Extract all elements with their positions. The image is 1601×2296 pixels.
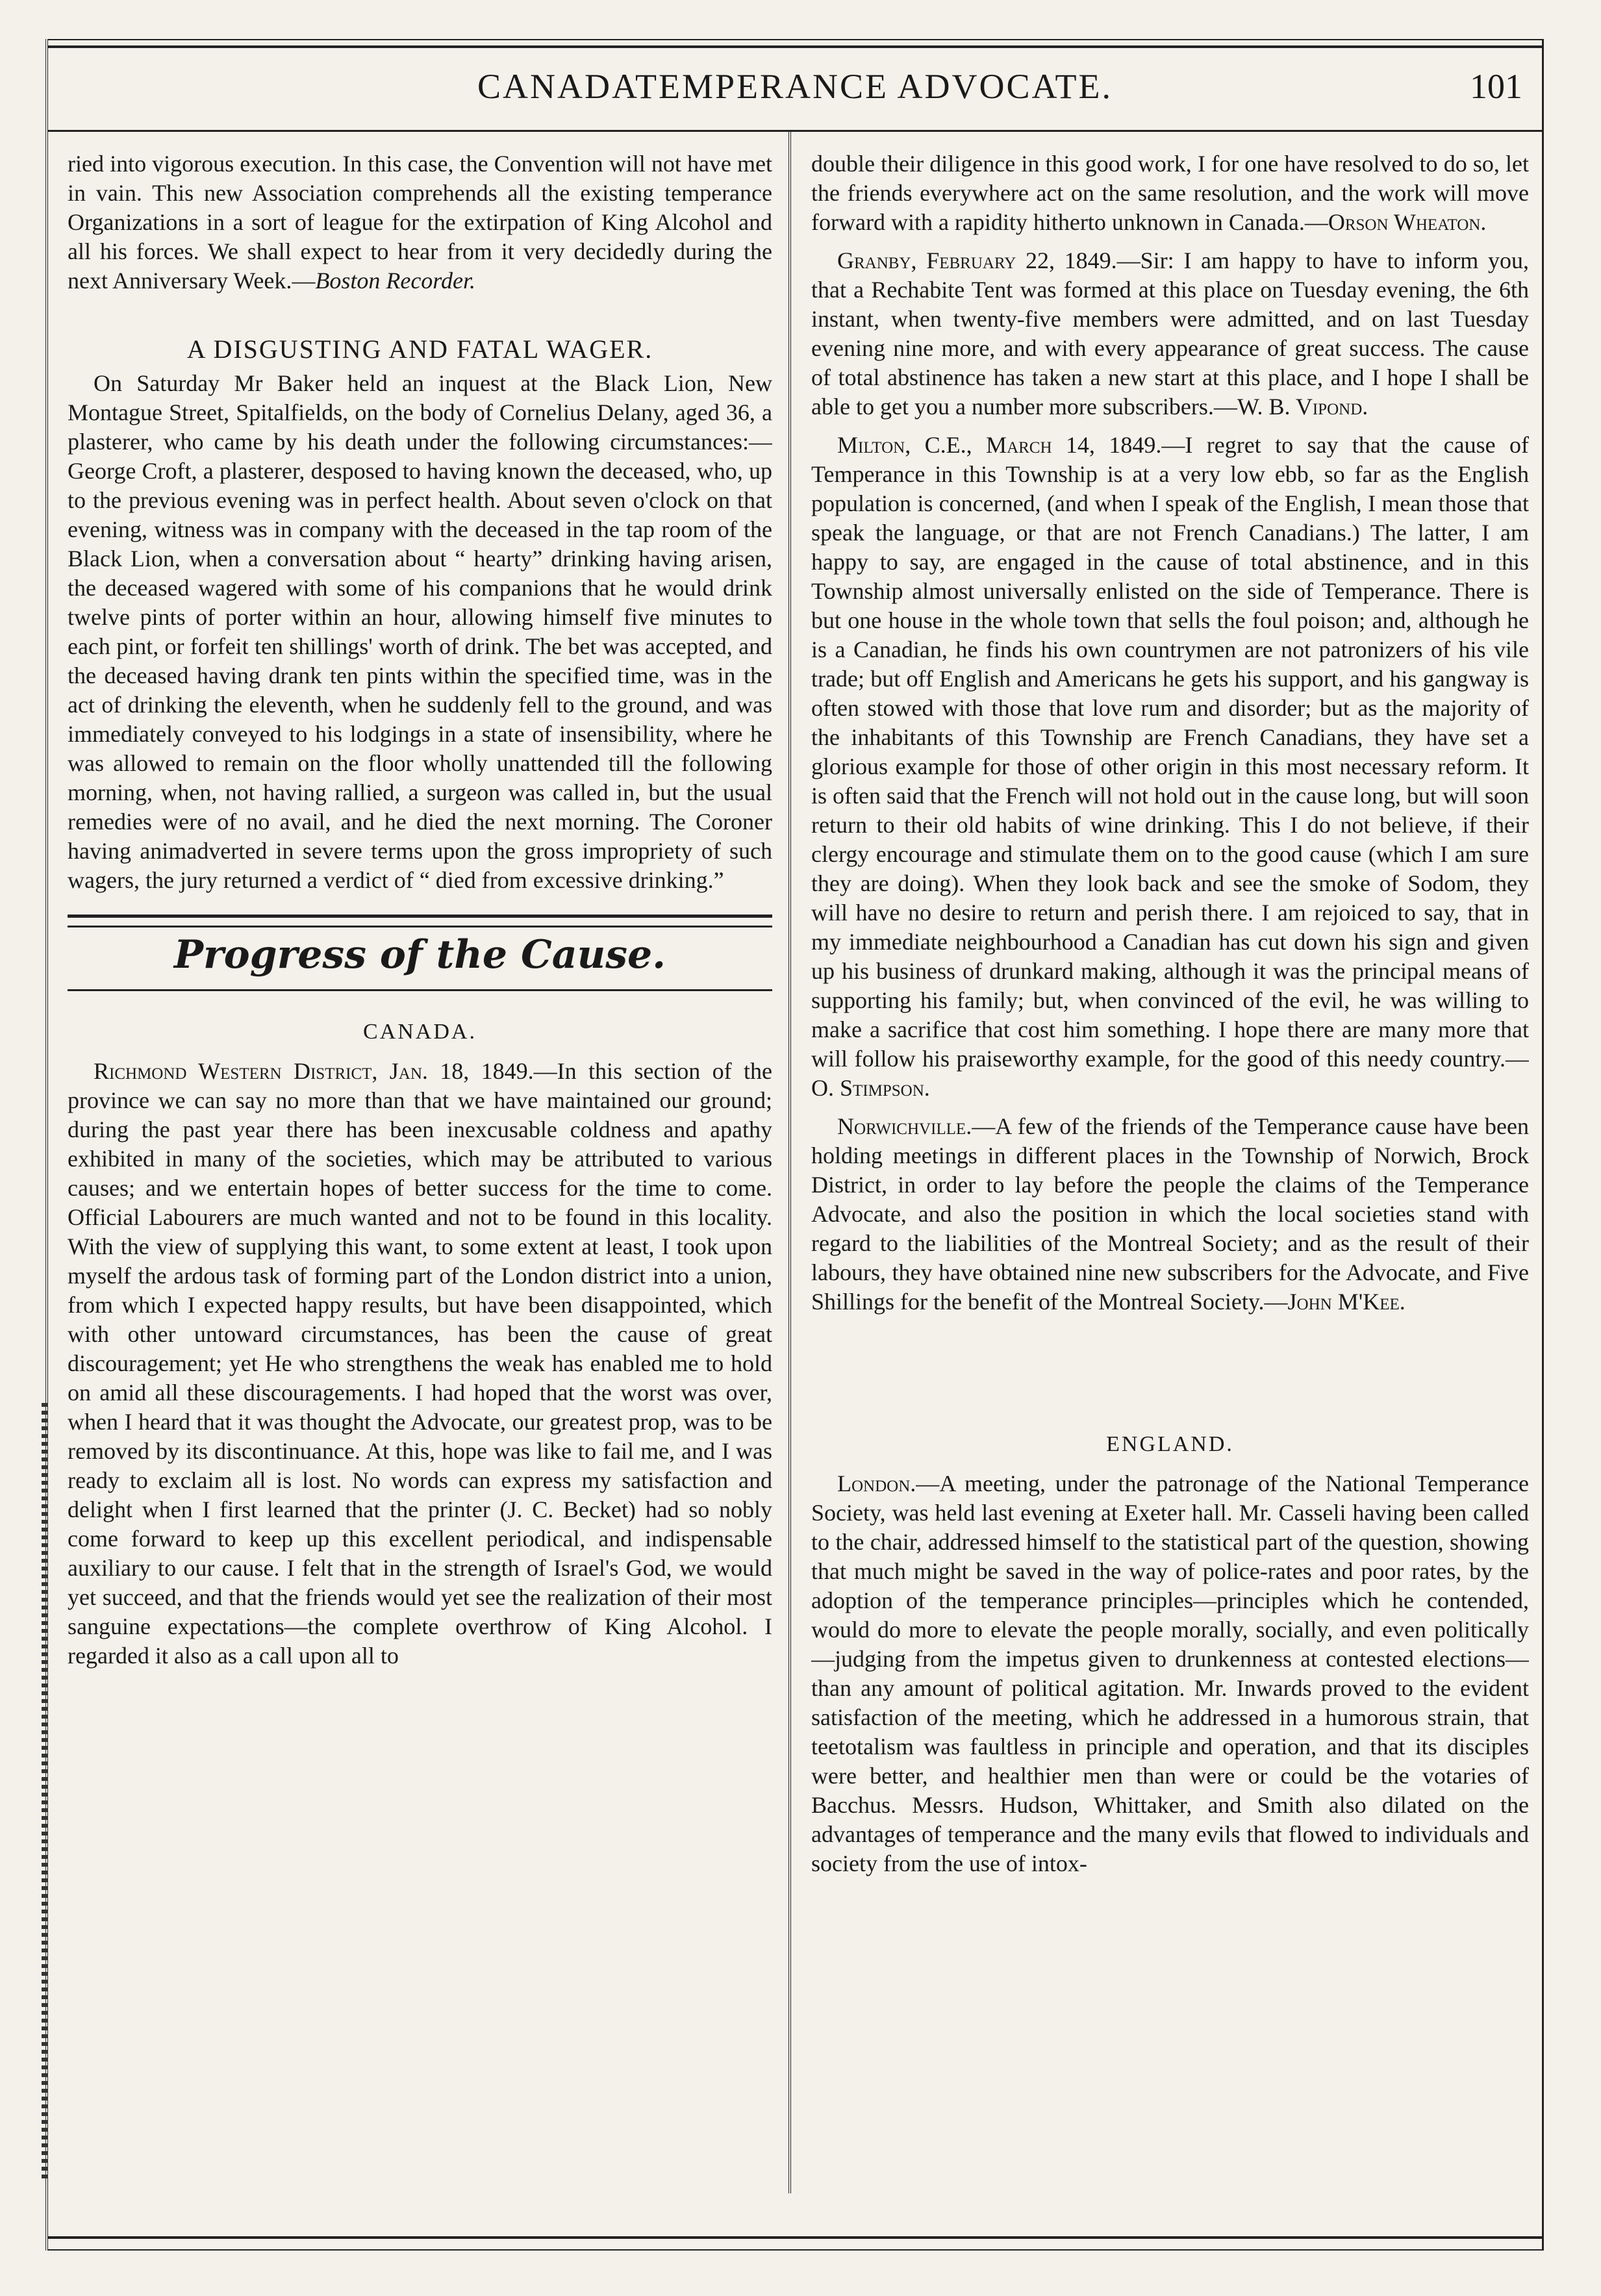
page-number: 101 [1470, 67, 1522, 106]
milton-letter: Milton, C.E., March 14, 1849.—I regret to say that the cause of Temperance in this Township is at a very low ebb, so far as the English population is concerned, (and when I speak of the English, I mean those that speak the language, or that are not French Canadians.) The latter, I am happy to say, are engaged in the cause of total abstinence, and in this Township almost universally enlisted on the side of Temperance. There is but one house in the whole town that sells the foul poison; and, although he is a Canadian, he finds his own countrymen are not patronizers of his vile trade; but off English and Americans he gets his support, and his gangway is often stowed with those that love rum and disorder; but as the majority of the inhabitants of this Township are French Canadians, they have set a glorious example for those of other origin in this most necessary reform. It is often said that the French will not hold out in the cause long, but will soon return to their old habits of wine drinking. This I do not believe, if their clergy encourage and stimulate them on to the good cause (which I am sure they are doing). When they look back and see the smoke of Sodom, they will have no desire to return and perish there. I am rejoiced to say, that in my immediate neighbourhood a Canadian has cut down his sign and given up his business of drunkard making, although it was the principal means of supporting his family; but, when convinced of the evil, he was willing to make a sacrifice that cost him something. I hope there are many more that will follow his praiseworthy example, for the good of this needy country.—O. Stimpson. [811, 432, 1529, 1101]
newspaper-page [45, 39, 1544, 2251]
progress-section-title: Progress of the Cause. [173, 932, 666, 978]
article-continuation: ried into vigorous execution. In this case, the Convention will not have met in vain. This new Association comprehends all the existing temperance Organizations in a sort of league for the extirpation of King Alcohol and all his forces. We shall expect to hear from it very decidedly during the next Anniversary Week.—Boston Recorder. [68, 151, 772, 294]
left-column [68, 149, 772, 2202]
london-report: London.—A meeting, under the patronage of the National Temperance Society, was held last evening at Exeter hall. Mr. Casseli having been called to the chair, addressed himself to the statistical part of the question, showing that much might be saved in the way of police-rates and poor rates, by the adoption of the temperance principles—principles which he contended, would do more to elevate the people morally, socially, and even politically—judging from the impetus given to drunkenness at contested elections—than any amount of political agitation. Mr. Inwards proved to the evident satisfaction of the meeting, which he addressed in a humorous strain, that teetotalism was faultless in principle and operation, and that its disciples were better, and healthier men than were or could be the votaries of Bacchus. Messrs. Hudson, Whittaker, and Smith also dilated on the advantages of temperance and the many evils that flowed to individuals and society from the use of intox- [811, 1470, 1529, 1876]
bottom-rule [48, 2236, 1542, 2251]
section-rule [68, 915, 772, 927]
page-header [48, 52, 1542, 132]
signature: W. B. Vipond. [1237, 394, 1368, 420]
england-heading: ENGLAND. [1106, 1432, 1234, 1456]
richmond-dateline: Richmond Western District, Jan. 18, 1849. [94, 1058, 534, 1084]
milton-dateline: Milton, C.E., March 14, 1849. [837, 432, 1162, 458]
granby-letter: Granby, February 22, 1849.—Sir: I am happy to have to inform you, that a Rechabite Tent was formed at this place on Tuesday evening, the 6th instant, when twenty-five members were admitted, and on last Tuesday evening nine more, and with every appearance of great success. The cause of total abstinence has taken a new start at this place, and I hope I shall be able to get you a number more subscribers.—W. B. Vipond. [811, 247, 1529, 420]
spacer [811, 1326, 1529, 1404]
wager-heading: A DISGUSTING AND FATAL WAGER. [186, 334, 653, 364]
source-citation: Boston Recorder. [315, 268, 475, 294]
norwich-dateline: Norwichville. [837, 1113, 972, 1139]
page-title: CANADATEMPERANCE ADVOCATE. [477, 67, 1113, 106]
canada-heading: CANADA. [363, 1020, 477, 1044]
granby-dateline: Granby, February 22, 1849. [837, 247, 1117, 273]
signature: O. Stimpson. [811, 1075, 930, 1101]
wheaton-letter-end: double their diligence in this good work, I for one have resolved to do so, let the friends everywhere act on the same resolution, and the work will move forward with a rapidity hitherto unknown in Canada.—Orson Wheaton. [811, 151, 1529, 235]
london-dateline: London. [837, 1470, 916, 1496]
right-column [811, 149, 1529, 2202]
norwich-letter: Norwichville.—A few of the friends of the Temperance cause have been holding meetings in different places in the Township of Norwich, Brock District, in order to lay before the people the claims of the Temperance Advocate, and also the position in which the local societies stand with regard to the liabilities of the Montreal Society; and as the result of their labours, they have obtained nine new subscribers for the Advocate, and Five Shillings for the benefit of the Montreal Society.—John M'Kee. [811, 1113, 1529, 1315]
wager-article: On Saturday Mr Baker held an inquest at the Black Lion, New Montague Street, Spitalfields, on the body of Cornelius Delany, aged 36, a plasterer, who came by his death under the following circumstances:—George Croft, a plasterer, desposed to having known the deceased, who, up to the previous evening was in perfect health. About seven o'clock on that evening, witness was in company with the deceased in the tap room of the Black Lion, when a conversation about “ hearty” drinking having arisen, the deceased wagered with some of his companions that he would drink twelve pints of porter within an hour, allowing himself five minutes to each pint, or forfeit ten shillings' worth of drink. The bet was accepted, and the deceased having drank ten pints within the specified time, was in the act of drinking the eleventh, when he suddenly fell to the ground, and was immediately conveyed to his lodgings in a state of insensibility, where he was allowed to remain on the floor wholly unattended till the following morning, when, not having rallied, a surgeon was called in, but the usual remedies were of no avail, and he died the next morning. The Coroner having animadverted in severe terms upon the gross impropriety of such wagers, the jury returned a verdict of “ died from excessive drinking.” [68, 370, 772, 893]
column-divider [788, 131, 791, 2193]
signature: Orson Wheaton. [1328, 209, 1487, 235]
signature: John M'Kee. [1287, 1289, 1406, 1315]
section-subrule [68, 989, 772, 991]
top-rule [48, 39, 1542, 48]
margin-binding-mark [42, 1403, 48, 2182]
richmond-letter: Richmond Western District, Jan. 18, 1849.—In this section of the province we can say no more than that we have maintained our ground; during the past year there has been inexcusable coldness and apathy exhibited in many of the societies, which may be attributed to various causes; and we entertain hopes of better success for the time to come. Official Labourers are much wanted and not to be found in this locality. With the view of supplying this want, to some extent at least, I took upon myself the ardous task of forming part of the London district into a union, from which I expected happy results, but have been disappointed, which with other untoward circumstances, has been the cause of great discouragement; yet He who strengthens the weak has enabled me to hold on amid all these discouragements. I had hoped that the worst was over, when I heard that it was thought the Advocate, our greatest prop, was to be removed by its discontinuance. At this, hope was like to fail me, and I was ready to exclaim all is lost. No words can express my satisfaction and delight when I first learned that the printer (J. C. Becket) had so nobly come forward to keep up this excellent periodical, and indispensable auxiliary to our cause. I felt that in the strength of Israel's God, we would yet succeed, and that the friends would yet see the realization of their most sanguine expectations—the complete overthrow of King Alcohol. I regarded it also as a call upon all to [68, 1058, 772, 1669]
